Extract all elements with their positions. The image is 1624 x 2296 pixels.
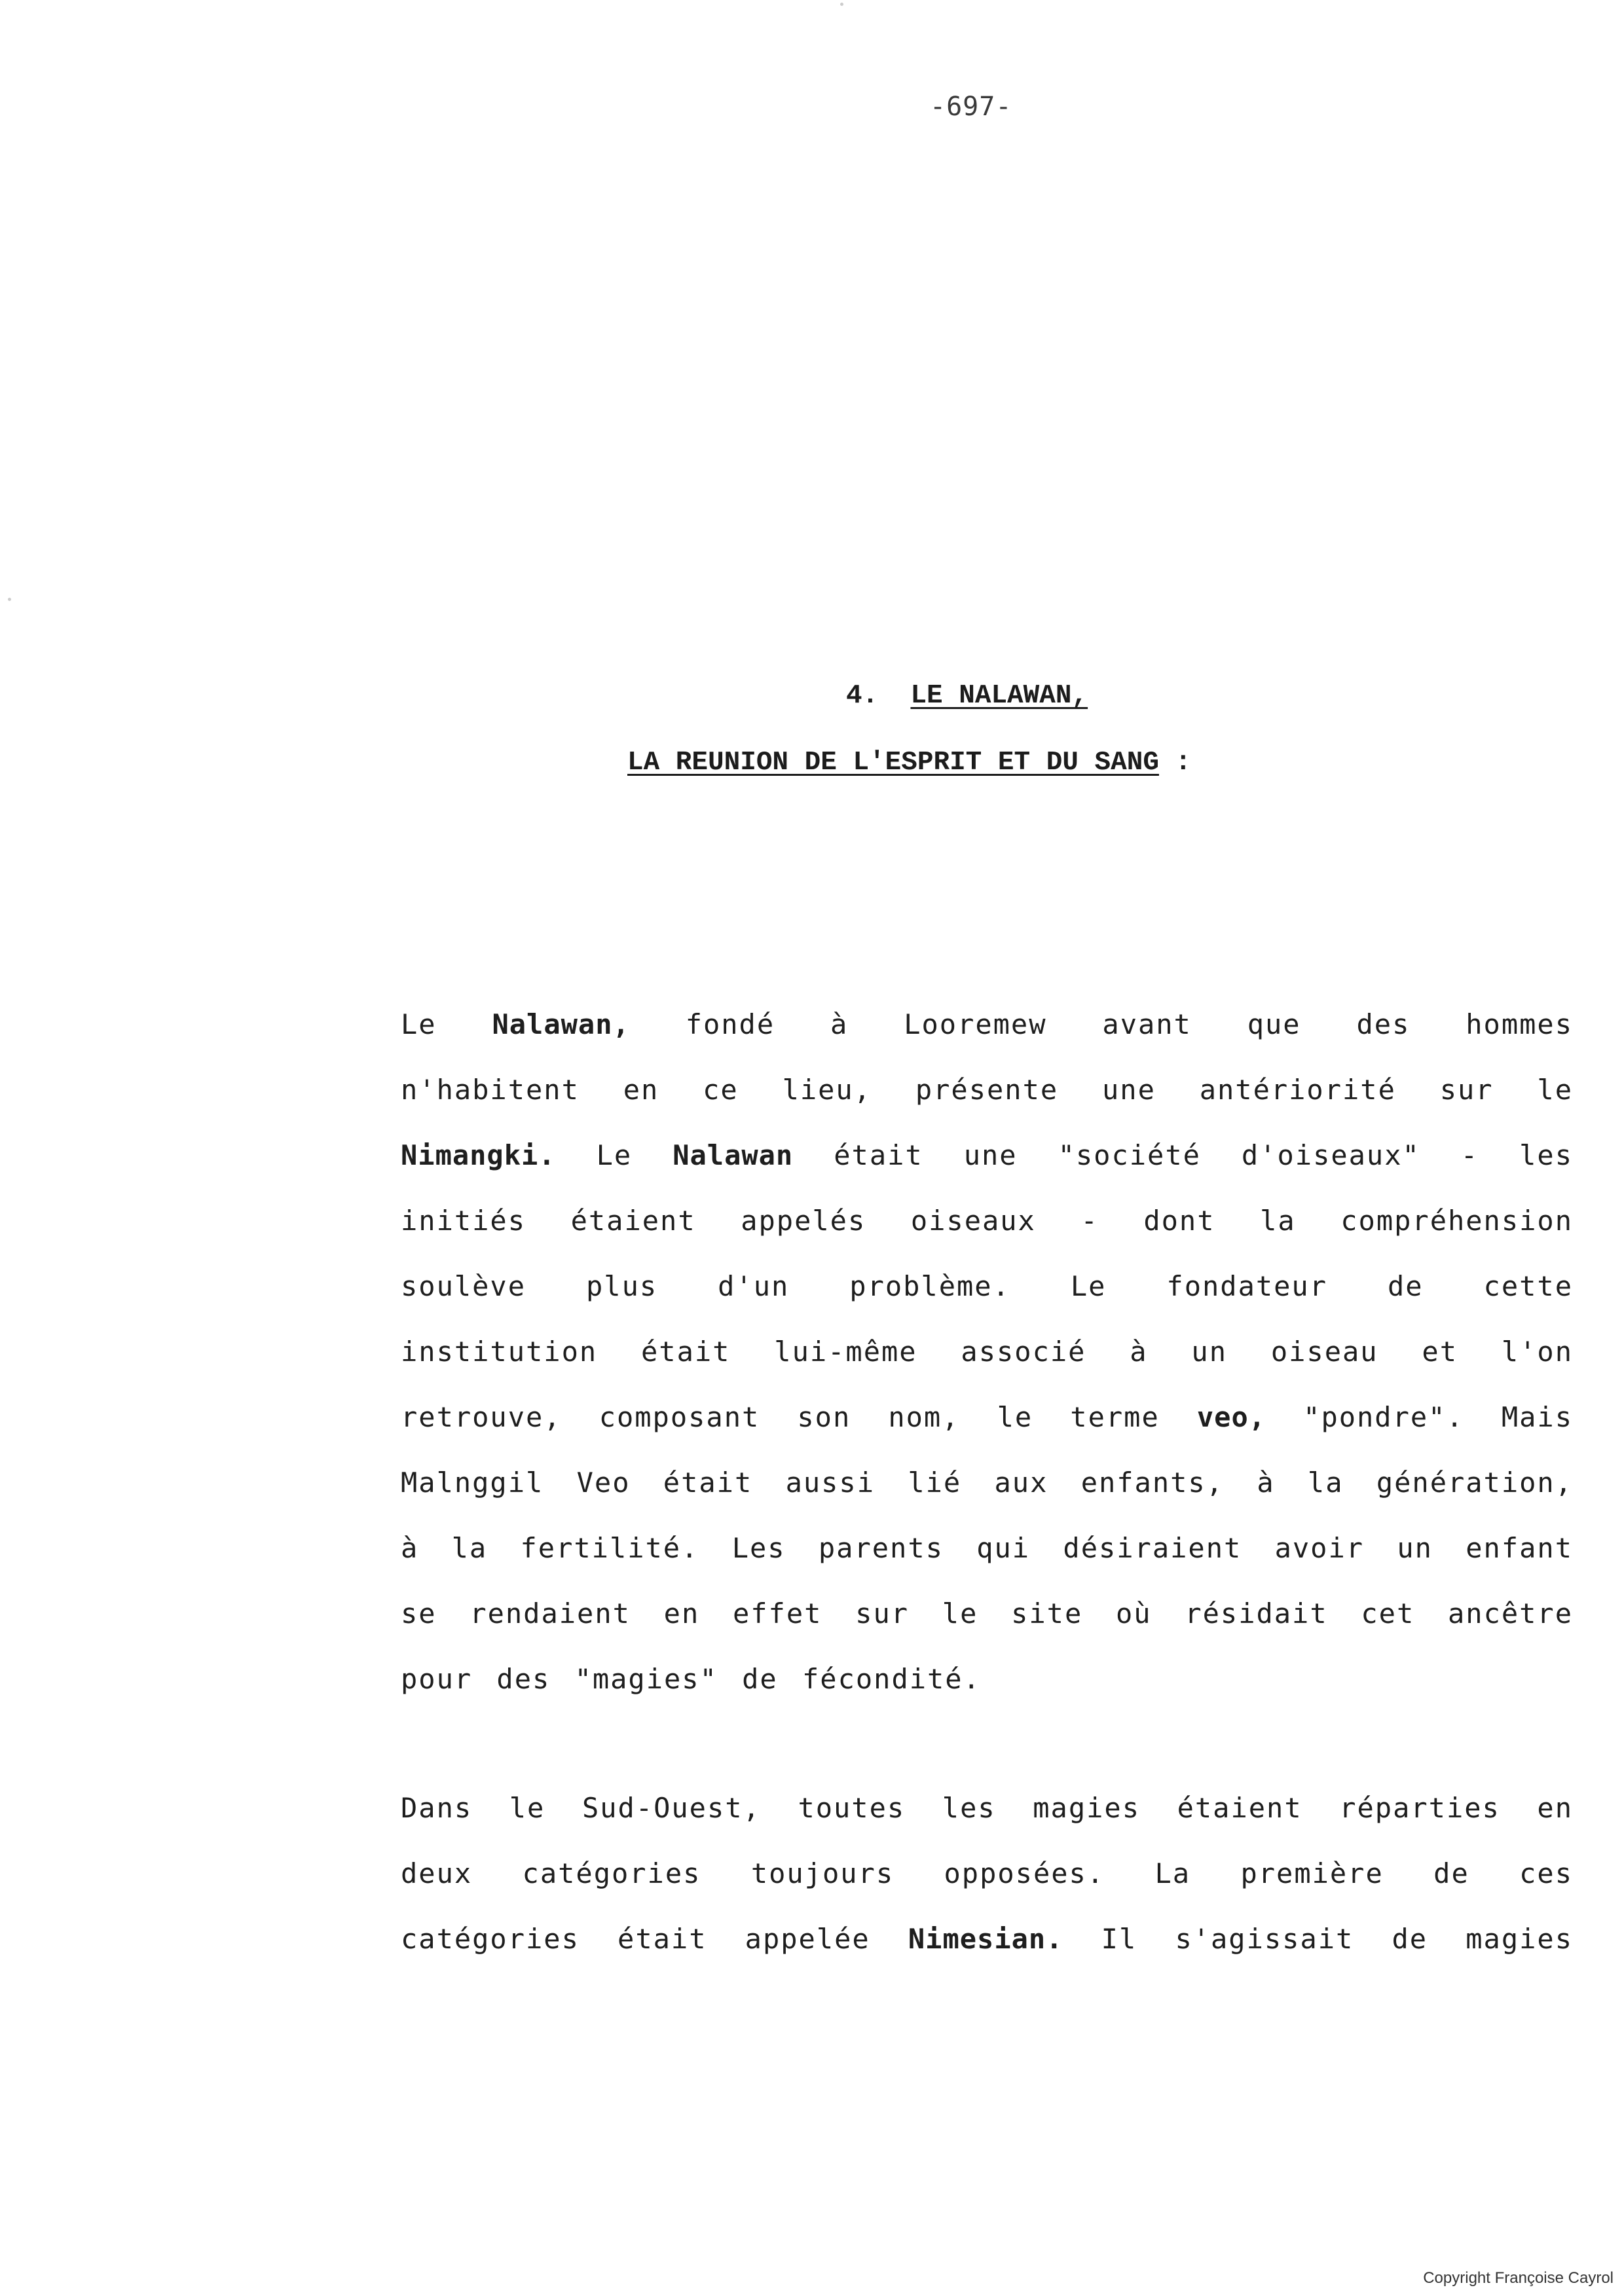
term-nimangki: Nimangki. [401, 1139, 556, 1171]
scan-speck-top [840, 3, 843, 6]
heading-colon: : [1175, 748, 1192, 778]
copyright-notice: Copyright Françoise Cayrol [1423, 2269, 1614, 2287]
text-line: soulève plus d'un problème. Le fondateur de cette [401, 1270, 1573, 1302]
text-line: Nimangki. Le Nalawan était une "société d'oiseaux" - les [401, 1139, 1573, 1171]
page-number: -697- [930, 92, 1012, 122]
text-line: à la fertilité. Les parents qui désiraient avoir un enfant [401, 1532, 1573, 1564]
text-line: n'habitent en ce lieu, présente une antériorité sur le [401, 1074, 1573, 1106]
text-line: Le Nalawan, fondé à Looremew avant que des hommes [401, 1008, 1573, 1040]
section-title-2: LA REUNION DE L'ESPRIT ET DU SANG [627, 748, 1159, 778]
term-veo: veo, [1196, 1401, 1266, 1433]
paragraph-1 [401, 1005, 1573, 1725]
paragraph-2 [401, 1789, 1573, 1985]
term-nalawan: Nalawan, [492, 1008, 630, 1040]
section-number: 4. [846, 681, 879, 711]
text-line: pour des "magies" de fécondité. [401, 1663, 981, 1695]
section-heading-line-2 [627, 748, 1191, 778]
text-line: deux catégories toujours opposées. La première de ces [401, 1857, 1573, 1889]
section-heading-line-1 [846, 681, 1088, 711]
text-line: se rendaient en effet sur le site où résidait cet ancêtre [401, 1597, 1573, 1630]
text-line: initiés étaient appelés oiseaux - dont la compréhension [401, 1205, 1573, 1237]
term-nimesian: Nimesian. [908, 1923, 1063, 1955]
text-line: retrouve, composant son nom, le terme veo, "pondre". Mais [401, 1401, 1573, 1433]
term-nalawan: Nalawan [673, 1139, 794, 1171]
text-line: institution était lui-même associé à un oiseau et l'on [401, 1336, 1573, 1368]
text-line: Dans le Sud-Ouest, toutes les magies étaient réparties en [401, 1792, 1573, 1824]
text-line: Malnggil Veo était aussi lié aux enfants, à la génération, [401, 1467, 1573, 1499]
scan-speck-left [8, 598, 11, 601]
text-line: catégories était appelée Nimesian. Il s'agissait de magies [401, 1923, 1573, 1955]
section-title-1: LE NALAWAN, [910, 681, 1088, 711]
